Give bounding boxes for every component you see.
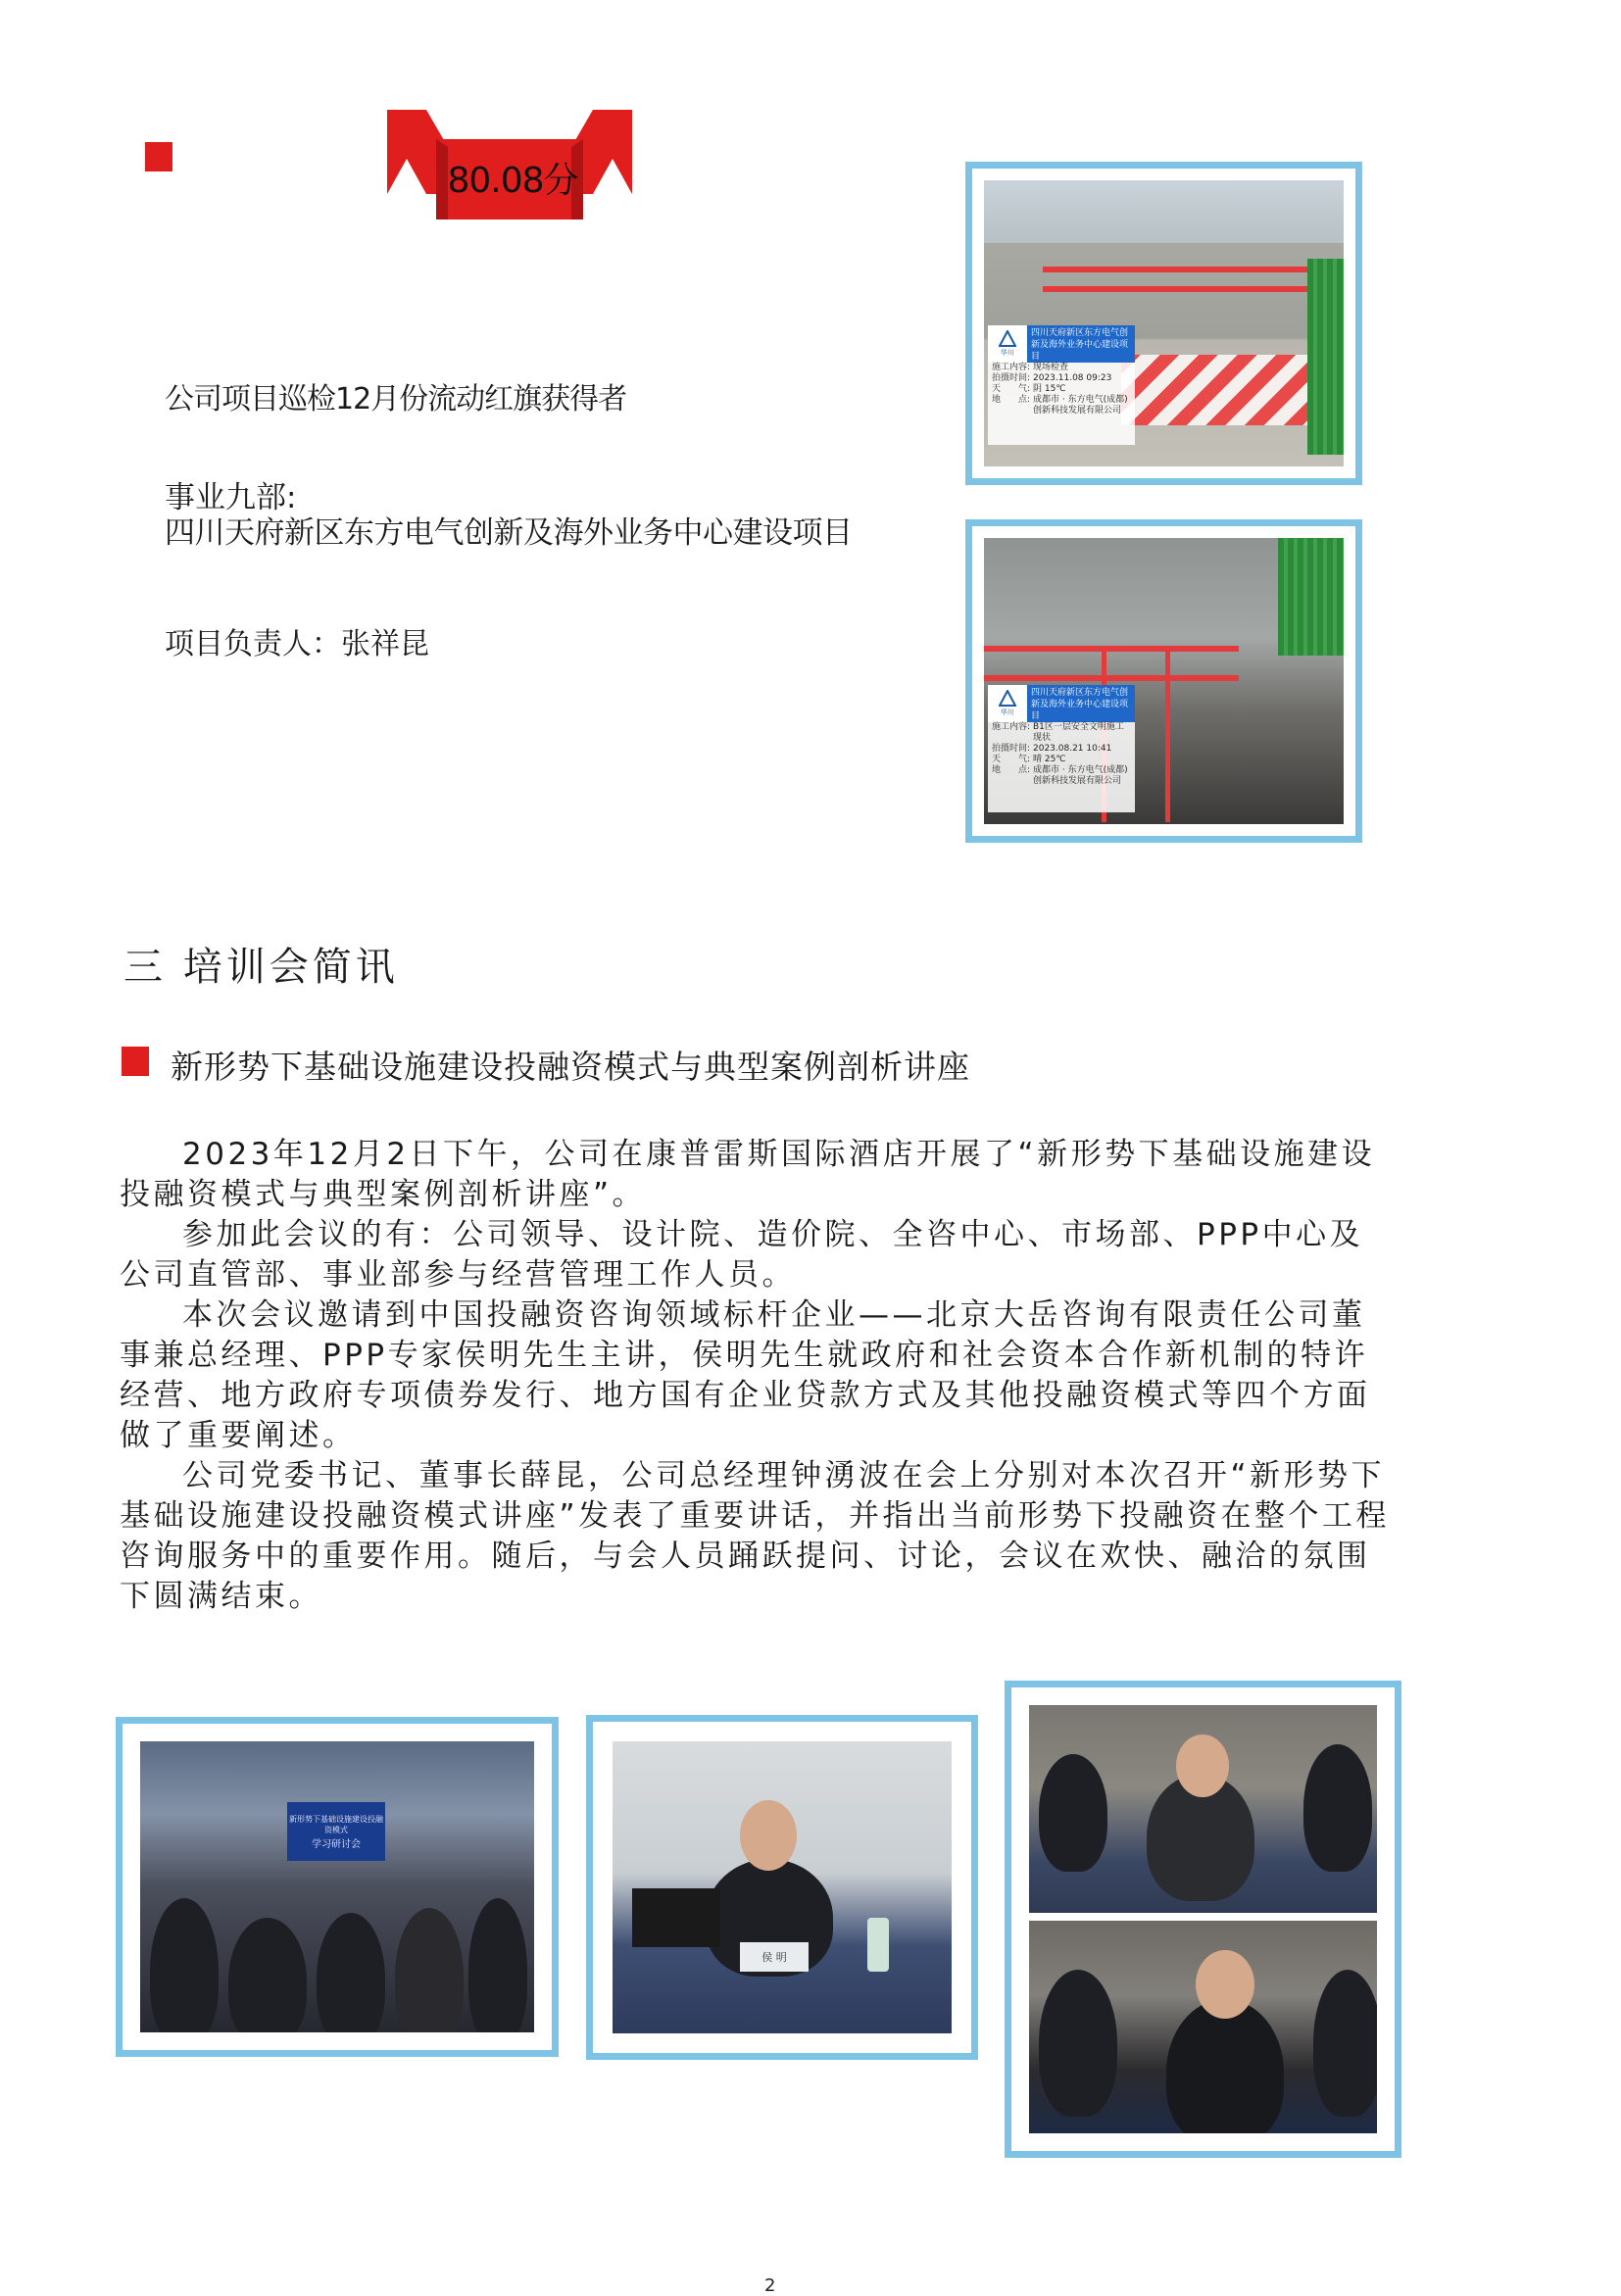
safety-rail (984, 646, 1239, 652)
department-label: 事业九部: (165, 480, 297, 515)
stamp-row: 施工内容: 现场检查 (992, 363, 1069, 372)
water-bottle-icon (867, 1918, 889, 1972)
speaker-head (740, 1800, 797, 1871)
attendee (1039, 1970, 1117, 2117)
paragraph: 2023年12月2日下午，公司在康普雷斯国际酒店开展了“新形势下基础设施建设投融资模式与典型案例剖析讲座”。 (120, 1137, 1376, 1212)
green-safety-net (1307, 259, 1344, 455)
attendee (317, 1913, 385, 2032)
photo-stamp-1 (988, 325, 1135, 445)
meeting-hall-image (140, 1741, 534, 2032)
attendee (1313, 1970, 1377, 2117)
company-logo-icon: 华川 (988, 685, 1027, 722)
attendee (395, 1908, 464, 2032)
stamp-row: 拍摄时间: 2023.11.08 09:23 (992, 373, 1112, 383)
project-leader: 项目负责人：张祥昆 (165, 627, 429, 661)
laptop-icon (632, 1888, 720, 1947)
article-body (120, 1135, 1394, 1617)
stamp-row: 天 气: 晴 25℃ (992, 755, 1066, 764)
section-title: 三 培训会简讯 (123, 945, 399, 990)
attendee (468, 1898, 527, 2032)
paragraph: 公司党委书记、董事长薛昆，公司总经理钟湧波在会上分别对本次召开“新形势下基础设施建设投融资模式讲座”发表了重要讲话，并指出当前形势下投融资在整个工程咨询服务中的重要作用。随后，与会人员踊跃提问、讨论，会议在欢快、融洽的氛围下圆满结束。 (120, 1458, 1391, 1614)
stamp-row: 地 点: 成都市 · 东方电气(成都)创新科技发展有限公司 (992, 395, 1128, 415)
stamp-title: 四川天府新区东方电气创新及海外业务中心建设项目 (1027, 685, 1135, 722)
subsection-title: 新形势下基础设施建设投融资模式与典型案例剖析讲座 (171, 1048, 970, 1086)
photo-stamp-2 (988, 685, 1135, 812)
name-card: 侯 明 (740, 1942, 809, 1972)
meeting-photo-hall (116, 1717, 559, 2057)
site-photo-1-image (984, 180, 1344, 466)
project-name: 四川天府新区东方电气创新及海外业务中心建设项目 (165, 515, 853, 551)
attendee (228, 1918, 307, 2032)
stamp-row: 施工内容: B1区一层安全文明施工现状 (992, 722, 1124, 743)
paragraph: 本次会议邀请到中国投融资咨询领域标杆企业——北京大岳咨询有限责任公司董事兼总经理、PPP专家侯明先生主讲，侯明先生就政府和社会资本合作新机制的特许经营、地方政府专项债券发行、地方国有企业贷款方式及其他投融资模式等四个方面做了重要阐述。 (120, 1297, 1371, 1453)
site-photo-1 (965, 162, 1362, 485)
green-safety-net (1278, 538, 1344, 656)
attendee (150, 1898, 219, 2032)
discussion-image-top (1029, 1705, 1377, 1913)
attendee-head (1196, 1950, 1254, 2019)
company-logo-icon: 华川 (988, 325, 1027, 363)
safety-rail (1165, 646, 1170, 822)
award-line: 公司项目巡检12月份流动红旗获得者 (165, 382, 627, 416)
attendee (1039, 1754, 1107, 1872)
stamp-title: 四川天府新区东方电气创新及海外业务中心建设项目 (1027, 325, 1135, 363)
red-bullet-square (145, 142, 172, 171)
meeting-photo-discussion (1005, 1681, 1401, 2158)
stamp-row: 天 气: 阴 15℃ (992, 384, 1066, 394)
discussion-image-bottom (1029, 1921, 1377, 2133)
site-photo-2-image (984, 538, 1344, 824)
safety-rail (1043, 267, 1337, 272)
attendee (1303, 1744, 1372, 1872)
stamp-row: 地 点: 成都市 · 东方电气(成都)创新科技发展有限公司 (992, 765, 1128, 786)
page-number: 2 (764, 2275, 776, 2296)
red-bullet-square (122, 1047, 149, 1076)
attendee-head (1176, 1734, 1229, 1797)
site-photo-2 (965, 519, 1362, 843)
stamp-row: 拍摄时间: 2023.08.21 10:41 (992, 744, 1112, 754)
presentation-screen: 新形势下基础设施建设投融资模式 学习研讨会 (287, 1802, 385, 1861)
score-value: 80.08分 (447, 160, 578, 201)
safety-rail (984, 675, 1239, 681)
safety-rail (1043, 286, 1337, 292)
paragraph: 参加此会议的有：公司领导、设计院、造价院、全咨中心、市场部、PPP中心及公司直管部、事业部参与经营管理工作人员。 (120, 1217, 1364, 1293)
speaker-image (613, 1741, 952, 2033)
attendee (1166, 1999, 1284, 2133)
meeting-photo-speaker (586, 1715, 978, 2060)
